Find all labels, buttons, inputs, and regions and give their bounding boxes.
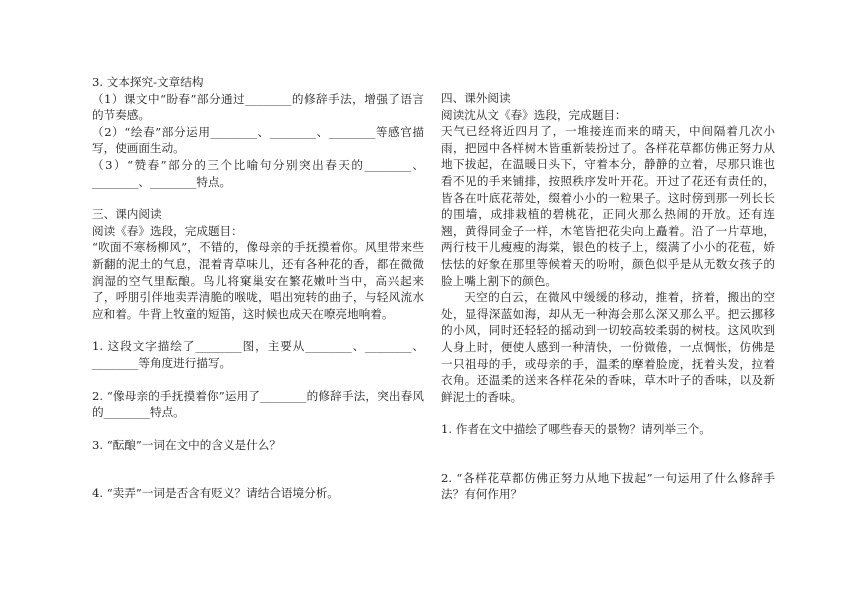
in-class-question-4: 4. “卖弄”一词是否含有贬义？请结合语境分析。 [92, 486, 339, 501]
extracurricular-passage-paragraph-2: 天空的白云，在微风中缓缓的移动，推着，挤着，搬出的空处，显得深蓝如海，却从无一种海会那么深又那么平。把云挪移的小风，同时还轻轻的摇动到一切较高较柔弱的树枝。这风吹到人身上时，便使人感到一种清快，一份微倦，一点惆怅，仿佛是一只祖母的手，或母亲的手，温柔的摩着脸庞，抚着头发，拉着衣角。还温柔的送来各样花朵的香味，草木叶子的香味，以及新鲜泥土的香味。 [441, 290, 775, 404]
section-in-class-reading-title: 三、课内阅读 [92, 207, 162, 222]
extracurricular-reading-intro: 阅读沈从文《春》选段，完成题目： [441, 107, 627, 122]
in-class-question-3: 3. “酝酿”一词在文中的含义是什么？ [92, 437, 281, 452]
in-class-reading-intro: 阅读《春》选段，完成题目： [92, 223, 243, 238]
in-class-question-2: 2. “像母亲的手抚摸着你”运用了________的修辞手法，突出春风的________特点。 [92, 388, 424, 420]
section-3-title: 3. 文本探究-文章结构 [92, 75, 204, 89]
extracurricular-question-2: 2. “各样花草都仿佛正努力从地下拔起”一句运用了什么修辞手法？有何作用？ [441, 470, 775, 502]
left-column [92, 74, 424, 502]
in-class-reading-passage: “吹面不寒杨柳风”，不错的，像母亲的手抚摸着你。风里带来些新翻的泥土的气息，混着青草味儿，还有各种花的香，都在微微润湿的空气里酝酿。鸟儿将窠巢安在繁花嫩叶当中，高兴起来了，呼朋引伴地卖弄清脆的喉咙，唱出宛转的曲子，与轻风流水应和着。牛背上牧童的短笛，这时候也成天在嘹亮地响着。 [92, 240, 424, 321]
in-class-question-1: 1. 这段文字描绘了________图，主要从________、________、________等角度进行描写。 [92, 339, 424, 370]
extracurricular-question-1: 1. 作者在文中描绘了哪些春天的景物？请列举三个。 [441, 422, 711, 437]
structure-question-2: （2）“绘春”部分运用________、________、________等感官描写，使画面生动。 [92, 124, 424, 156]
section-extracurricular-reading-title: 四、课外阅读 [441, 91, 511, 105]
structure-question-1: （1）课文中“盼春”部分通过________的修辞手法，增强了语言的节奏感。 [92, 91, 424, 123]
extracurricular-passage-paragraph-1: 天气已经将近四月了，一堆接连而来的晴天，中间隔着几次小雨，把园中各样树木皆重新装扮过了。各样花草都仿佛正努力从地下拔起，在温暖日头下，守着本分，静静的立着，尽那只谁也看不见的手来铺排，按照秩序发叶开花。开过了花还有责任的，皆各在叶底花蒂处，缀着小小的一粒果子。这时傍到那一列长长的围墙，成排栽植的碧桃花，正同火那么热闹的开放。还有连翘，黄得同金子一样，木笔皆把花尖向上矗着。沿了一片草地，两行枝干儿瘦瘦的海棠，银色的枝子上，缀满了小小的花苞，娇怯怯的好象在那里等候着天的吩咐，颜色似乎是从无数女孩子的脸上嘴上割下的颜色。 [441, 124, 775, 288]
right-column [441, 74, 775, 503]
structure-question-3: （3）“赞春”部分的三个比喻句分别突出春天的________、________、________特点。 [92, 157, 424, 189]
